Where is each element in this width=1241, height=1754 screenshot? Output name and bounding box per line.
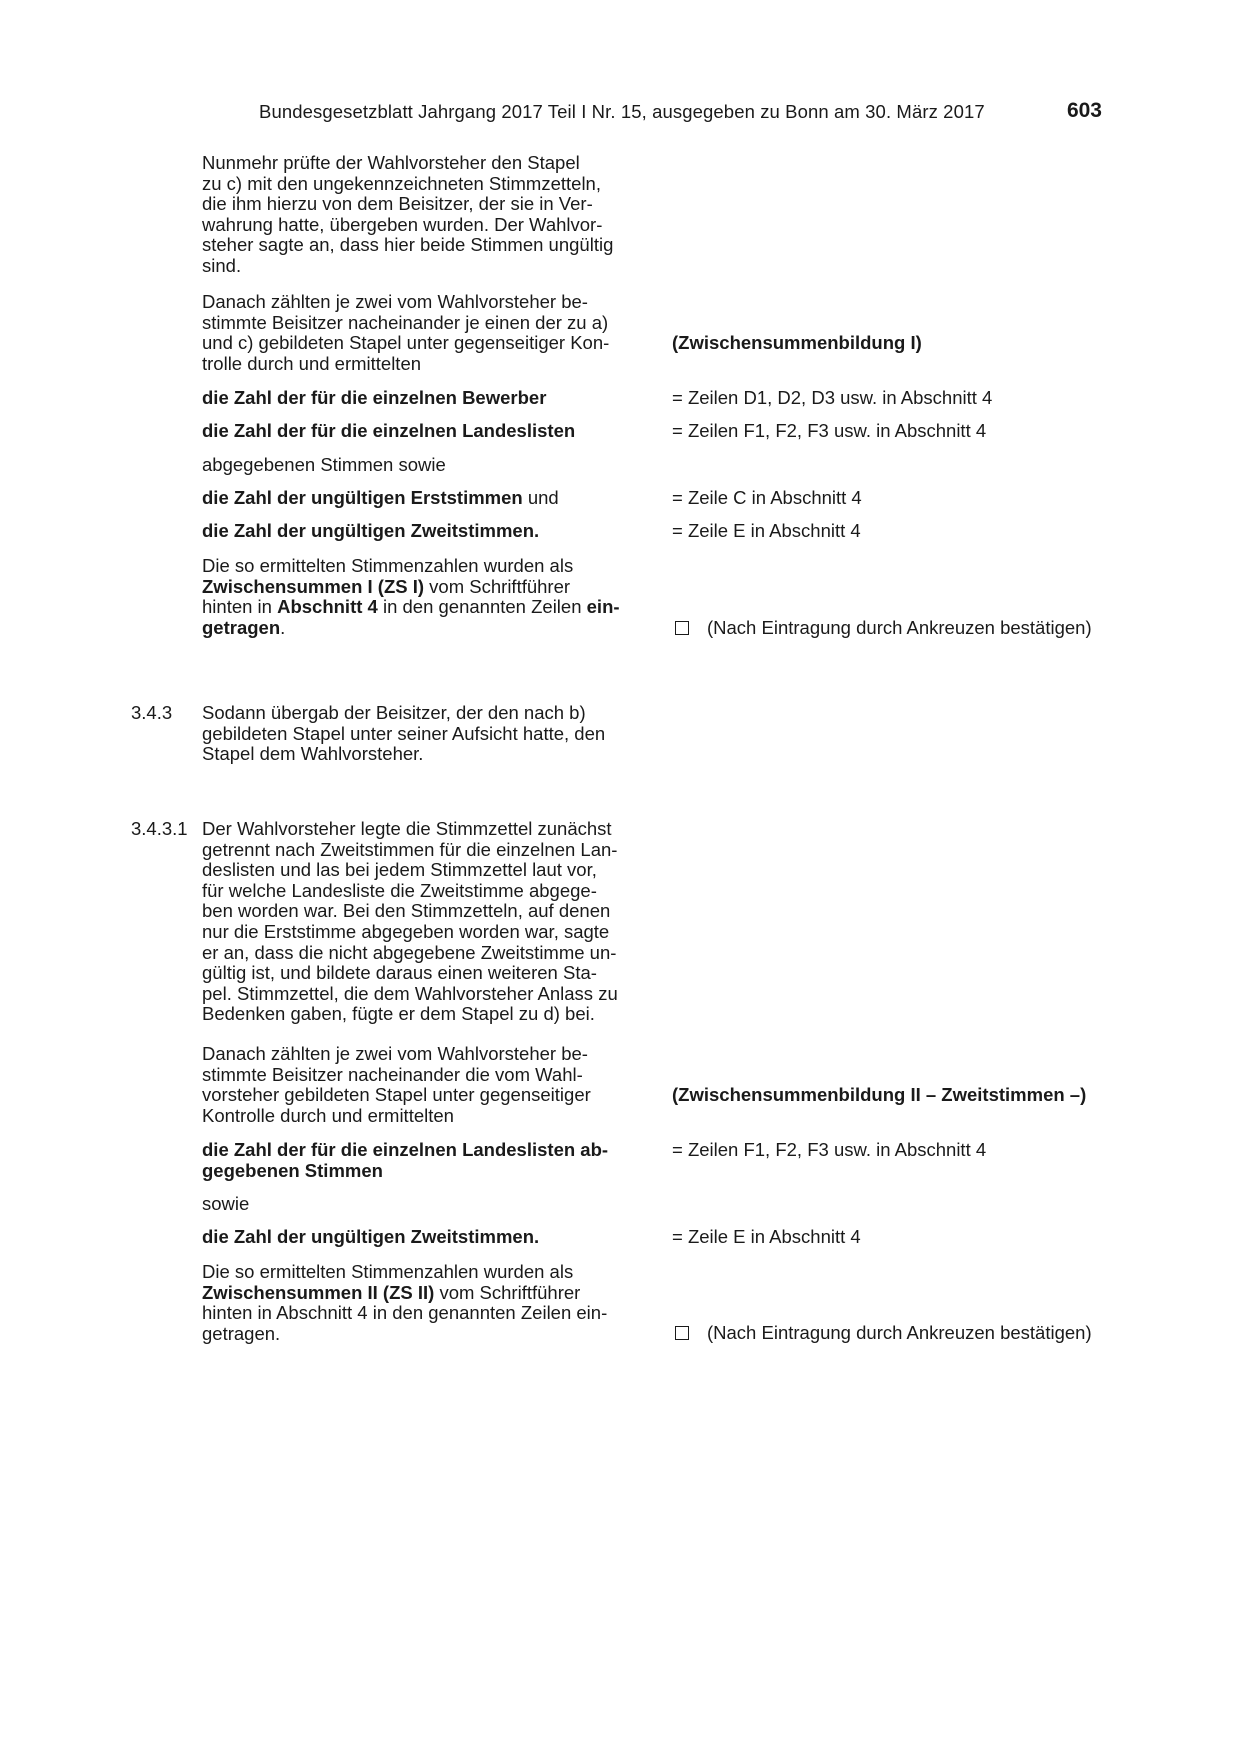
page-header <box>259 101 1102 127</box>
page-number: 603 <box>1066 99 1102 122</box>
item-votes-cast: abgegebenen Stimmen sowie <box>202 454 446 475</box>
ref-line-e-zs2: = Zeile E in Abschnitt 4 <box>672 1226 861 1247</box>
ref-line-c: = Zeile C in Abschnitt 4 <box>672 487 862 508</box>
confirm-checkbox-zs1[interactable] <box>675 621 689 635</box>
paragraph-zs1-entry: Die so ermittelten Stimmenzahlen wurden als Zwischensummen I (ZS I) vom Schriftführer hinten in Abschnitt 4 in den genannten Zeilen ein- getragen. <box>202 555 620 638</box>
ref-lines-f: = Zeilen F1, F2, F3 usw. in Abschnitt 4 <box>672 420 987 441</box>
item-invalid-second-votes-zs2: die Zahl der ungültigen Zweitstimmen. <box>202 1226 540 1247</box>
confirm-row-zs2: (Nach Eintragung durch Ankreuzen bestätigen) <box>672 1323 1102 1344</box>
item-invalid-first-votes: die Zahl der ungültigen Erststimmen und <box>202 487 559 508</box>
paragraph-stack-c-check: Nunmehr prüfte der Wahlvorsteher den Stapel zu c) mit den ungekennzeichneten Stimmzetteln, die ihm hierzu von dem Beisitzer, der sie in Ver- wahrung hatte, übergeben wurden. Der Wahlvor- steher sagte an, dass hier beide Stimmen ungültig sind. <box>202 152 614 276</box>
paragraph-counting-zs1: Danach zählten je zwei vom Wahlvorsteher be- stimmte Beisitzer nacheinander je einen der zu a) und c) gebildeten Stapel unter gegenseitiger Kon- trolle durch und ermittelten <box>202 291 610 374</box>
item-state-list-votes: die Zahl der für die einzelnen Landeslisten ab- gegebenen Stimmen <box>202 1139 609 1181</box>
paragraph-counting-zs2: Danach zählten je zwei vom Wahlvorsteher be- stimmte Beisitzer nacheinander die vom Wahl- vorsteher gebildeten Stapel unter gegenseitiger Kontrolle durch und ermittelten <box>202 1043 591 1126</box>
zs1-heading: (Zwischensummenbildung I) <box>672 332 922 353</box>
item-state-lists: die Zahl der für die einzelnen Landeslisten <box>202 420 576 441</box>
item-sowie: sowie <box>202 1193 250 1214</box>
confirm-row-zs1: (Nach Eintragung durch Ankreuzen bestätigen) <box>672 618 1102 639</box>
confirm-checkbox-zs2[interactable] <box>675 1326 689 1340</box>
ref-lines-f-zs2: = Zeilen F1, F2, F3 usw. in Abschnitt 4 <box>672 1139 987 1160</box>
item-candidates: die Zahl der für die einzelnen Bewerber <box>202 387 547 408</box>
ref-line-e: = Zeile E in Abschnitt 4 <box>672 520 861 541</box>
section-3-4-3-1-text: Der Wahlvorsteher legte die Stimmzettel zunächst getrennt nach Zweitstimmen für die einzelnen Lan- deslisten und las bei jedem Stimmzettel laut vor, für welche Landesliste die Zweitstimme abgege- ben worden war. Bei den Stimmzetteln, auf denen nur die Erststimme abgegeben worden war, sagte er an, dass die nicht abgegebene Zweitstimme un- gültig ist, und bildete daraus einen weiteren Sta- pel. Stimmzettel, die dem Wahlvorsteher Anlass zu Bedenken gaben, fügte er dem Stapel zu d) bei. <box>202 818 618 1025</box>
ref-lines-d: = Zeilen D1, D2, D3 usw. in Abschnitt 4 <box>672 387 993 408</box>
section-number-3-4-3: 3.4.3 <box>131 702 173 723</box>
zs2-heading: (Zwischensummenbildung II – Zweitstimmen –) <box>672 1084 1087 1105</box>
gazette-title: Bundesgesetzblatt Jahrgang 2017 Teil I Nr. 15, ausgegeben zu Bonn am 30. März 2017 <box>259 101 985 122</box>
section-number-3-4-3-1: 3.4.3.1 <box>131 818 188 839</box>
section-3-4-3-text: Sodann übergab der Beisitzer, der den nach b) gebildeten Stapel unter seiner Aufsicht hatte, den Stapel dem Wahlvorsteher. <box>202 702 606 765</box>
paragraph-zs2-entry: Die so ermittelten Stimmenzahlen wurden als Zwischensummen II (ZS II) vom Schriftführer hinten in Abschnitt 4 in den genannten Zeilen ein- getragen. <box>202 1261 608 1344</box>
item-invalid-second-votes: die Zahl der ungültigen Zweitstimmen. <box>202 520 540 541</box>
